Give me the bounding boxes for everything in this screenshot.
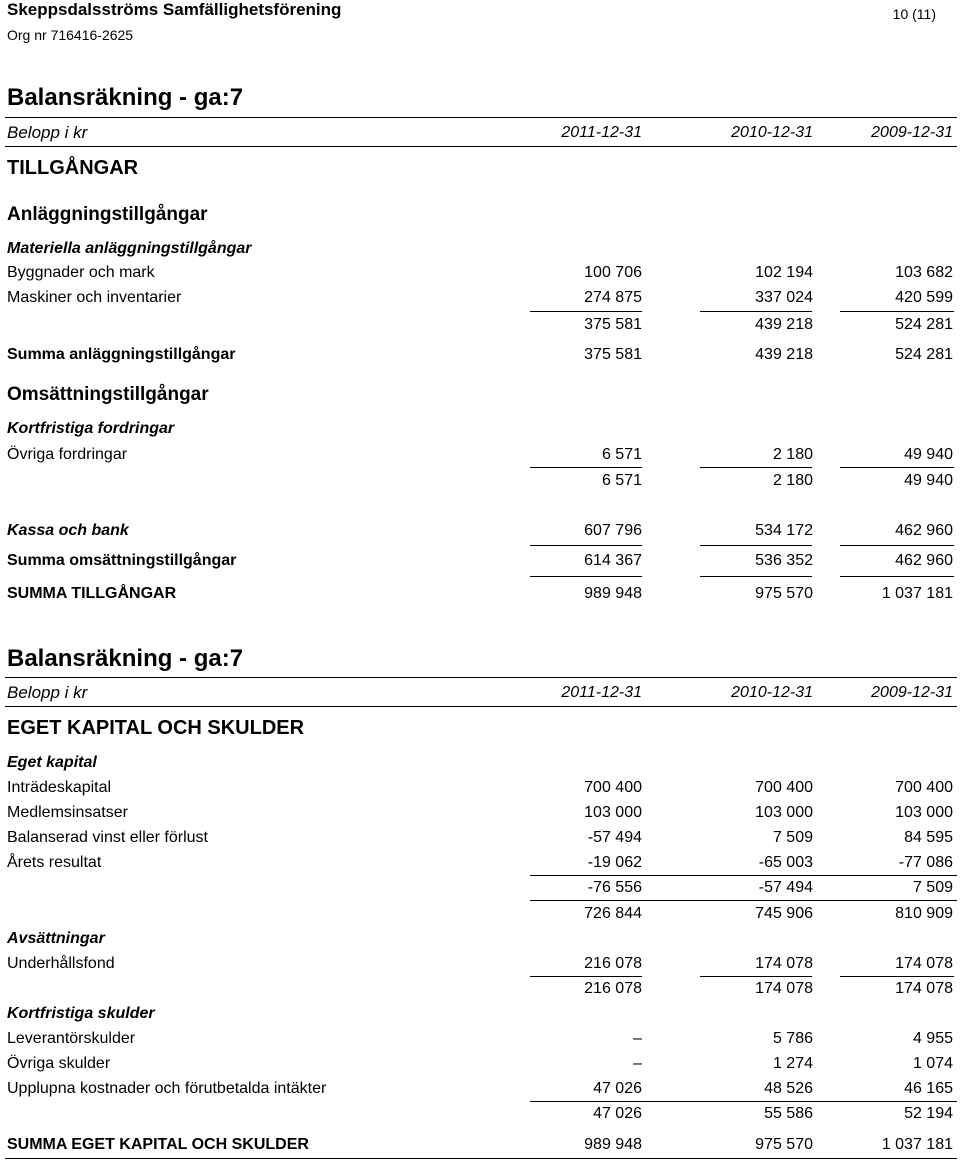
value-cell: -19 062 — [587, 854, 642, 871]
value-cell: 84 595 — [904, 829, 953, 846]
value-cell: 103 000 — [584, 804, 642, 821]
value-cell: 47 026 — [593, 1105, 642, 1122]
value-cell: 55 586 — [764, 1105, 813, 1122]
row-label: Övriga skulder — [7, 1055, 111, 1072]
value-cell: 103 682 — [895, 264, 953, 281]
value-cell: 989 948 — [584, 585, 642, 602]
page-number: 10 (11) — [892, 6, 936, 22]
value-cell: 7 509 — [912, 879, 953, 896]
value-cell: 726 844 — [584, 905, 642, 922]
row-label: Balanserad vinst eller förlust — [7, 829, 208, 846]
row-label: Underhållsfond — [7, 955, 115, 972]
underline — [700, 545, 812, 546]
value-cell: 2 180 — [772, 472, 813, 489]
value-cell: 337 024 — [755, 289, 813, 306]
value-cell: 439 218 — [755, 316, 813, 333]
value-cell: 274 875 — [584, 289, 642, 306]
value-cell: 103 000 — [895, 804, 953, 821]
subsection-heading: Omsättningstillgångar — [7, 384, 209, 405]
value-cell: 49 940 — [904, 446, 953, 463]
value-cell: 810 909 — [895, 905, 953, 922]
value-cell: 216 078 — [584, 980, 642, 997]
value-cell: 524 281 — [895, 346, 953, 363]
value-cell: 6 571 — [601, 446, 642, 463]
value-cell: 100 706 — [584, 264, 642, 281]
header-rule — [5, 706, 957, 707]
column-header: 2009-12-31 — [871, 684, 953, 701]
value-cell: 2 180 — [772, 446, 813, 463]
underline — [840, 976, 954, 977]
value-cell: 103 000 — [755, 804, 813, 821]
underline — [530, 545, 642, 546]
group-heading: Materiella anläggningstillgångar — [7, 240, 252, 257]
value-cell: 614 367 — [584, 552, 642, 569]
underline — [530, 467, 642, 468]
value-cell: 975 570 — [755, 585, 813, 602]
group-heading: Kortfristiga fordringar — [7, 420, 175, 437]
value-cell: -57 494 — [758, 879, 813, 896]
subsection-heading: Anläggningstillgångar — [7, 204, 208, 225]
section-title: Balansräkning - ga:7 — [7, 645, 244, 672]
value-cell: 375 581 — [584, 346, 642, 363]
row-label: Summa anläggningstillgångar — [7, 346, 236, 363]
underline — [530, 976, 642, 977]
underline — [530, 311, 642, 312]
value-cell: -76 556 — [587, 879, 642, 896]
value-cell: -77 086 — [898, 854, 953, 871]
value-cell: -65 003 — [758, 854, 813, 871]
organization-name: Skeppsdalsströms Samfällighetsförening — [7, 0, 342, 19]
value-cell: 174 078 — [895, 980, 953, 997]
value-cell: 989 948 — [584, 1136, 642, 1153]
section-heading: TILLGÅNGAR — [7, 157, 139, 179]
row-label: SUMMA EGET KAPITAL OCH SKULDER — [7, 1136, 309, 1153]
value-cell: 1 037 181 — [881, 1136, 953, 1153]
value-cell: – — [633, 1030, 642, 1047]
row-label: SUMMA TILLGÅNGAR — [7, 585, 177, 602]
row-label: Summa omsättningstillgångar — [7, 552, 237, 569]
column-header: 2011-12-31 — [561, 684, 642, 701]
group-heading: Eget kapital — [7, 754, 97, 771]
organization-number: Org nr 716416-2625 — [7, 27, 134, 43]
value-cell: 975 570 — [755, 1136, 813, 1153]
group-heading: Kortfristiga skulder — [7, 1005, 155, 1022]
value-cell: – — [633, 1055, 642, 1072]
value-cell: 174 078 — [755, 955, 813, 972]
row-label: Maskiner och inventarier — [7, 289, 182, 306]
value-cell: 534 172 — [755, 522, 813, 539]
value-cell: 6 571 — [601, 472, 642, 489]
value-cell: 745 906 — [755, 905, 813, 922]
value-cell: 700 400 — [584, 779, 642, 796]
value-cell: 46 165 — [904, 1080, 953, 1097]
value-cell: 700 400 — [895, 779, 953, 796]
row-label: Leverantörskulder — [7, 1030, 136, 1047]
value-cell: 420 599 — [895, 289, 953, 306]
header-rule — [5, 677, 957, 678]
column-header: 2011-12-31 — [561, 124, 642, 141]
value-cell: 7 509 — [772, 829, 813, 846]
amount-unit-label: Belopp i kr — [7, 123, 88, 142]
value-cell: 1 074 — [912, 1055, 953, 1072]
value-cell: 462 960 — [895, 522, 953, 539]
header-rule — [5, 117, 957, 118]
underline — [840, 545, 954, 546]
value-cell: 52 194 — [904, 1105, 953, 1122]
underline — [530, 576, 642, 577]
row-label: Årets resultat — [7, 854, 102, 871]
underline — [530, 1101, 957, 1102]
row-label: Kassa och bank — [7, 522, 129, 539]
value-cell: 49 940 — [904, 472, 953, 489]
bottom-rule — [5, 1158, 957, 1159]
section-heading: EGET KAPITAL OCH SKULDER — [7, 717, 305, 739]
underline — [840, 576, 954, 577]
column-header: 2010-12-31 — [731, 684, 813, 701]
value-cell: 102 194 — [755, 264, 813, 281]
value-cell: 4 955 — [912, 1030, 953, 1047]
header-rule — [5, 146, 957, 147]
value-cell: 524 281 — [895, 316, 953, 333]
row-label: Byggnader och mark — [7, 264, 155, 281]
value-cell: 48 526 — [764, 1080, 813, 1097]
underline — [530, 900, 957, 901]
underline — [700, 576, 812, 577]
column-header: 2010-12-31 — [731, 124, 813, 141]
underline — [700, 976, 812, 977]
amount-unit-label: Belopp i kr — [7, 683, 88, 702]
value-cell: 47 026 — [593, 1080, 642, 1097]
underline — [840, 467, 954, 468]
column-header: 2009-12-31 — [871, 124, 953, 141]
underline — [840, 311, 954, 312]
underline — [700, 467, 812, 468]
underline — [700, 311, 812, 312]
row-label: Upplupna kostnader och förutbetalda intäkter — [7, 1080, 327, 1097]
row-label: Övriga fordringar — [7, 446, 128, 463]
value-cell: 536 352 — [755, 552, 813, 569]
value-cell: 375 581 — [584, 316, 642, 333]
row-label: Medlemsinsatser — [7, 804, 128, 821]
group-heading: Avsättningar — [7, 930, 105, 947]
value-cell: 1 037 181 — [881, 585, 953, 602]
value-cell: 1 274 — [772, 1055, 813, 1072]
section-title: Balansräkning - ga:7 — [7, 84, 244, 111]
value-cell: 5 786 — [772, 1030, 813, 1047]
value-cell: 607 796 — [584, 522, 642, 539]
value-cell: -57 494 — [587, 829, 642, 846]
underline — [530, 875, 957, 876]
value-cell: 462 960 — [895, 552, 953, 569]
value-cell: 174 078 — [895, 955, 953, 972]
value-cell: 216 078 — [584, 955, 642, 972]
value-cell: 700 400 — [755, 779, 813, 796]
value-cell: 174 078 — [755, 980, 813, 997]
value-cell: 439 218 — [755, 346, 813, 363]
row-label: Inträdeskapital — [7, 779, 112, 796]
